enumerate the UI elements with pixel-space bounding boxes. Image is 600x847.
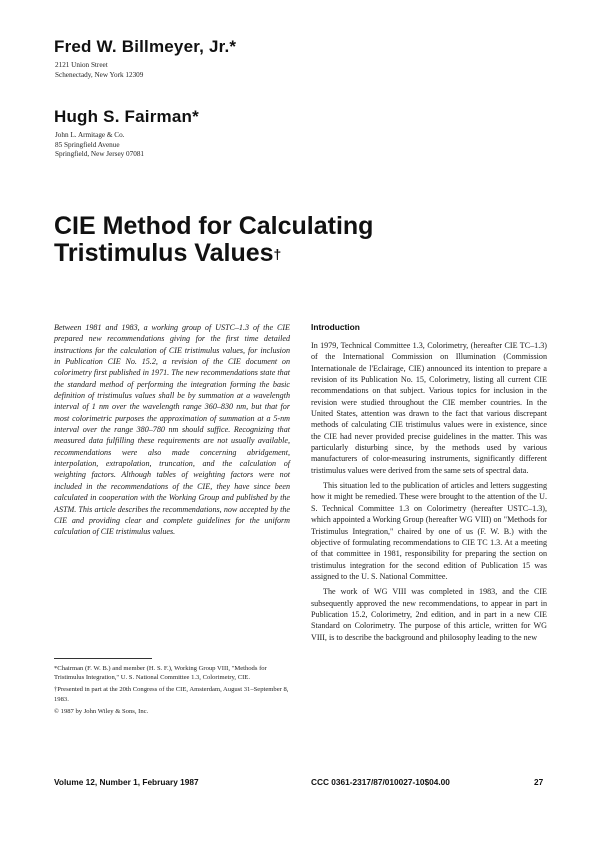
title-dagger: †	[273, 246, 282, 262]
author-2-address-line: Springfield, New Jersey 07081	[55, 150, 145, 158]
paragraph: This situation led to the publication of articles and letters suggesting how it might be remedied. These were brought to the attention of the U. S. Technical Committee 1.3 on Colorimetry (hereafter USTC–1.3), which appointed a Working Group (hereafter WG VIII) on "Methods for Tristimulus Integration," chaired by one of us (F. W. B.) with the objective of formulating recommendations to CIE TC 1.3. At a meeting of that committee in 1981, responsibility for preparing the section on tristimulus integration for the second edition of Publication 15 was assigned to the U. S. National Committee.	[311, 481, 547, 581]
author-1-name: Fred W. Billmeyer, Jr.*	[54, 37, 237, 56]
footnote-rule	[54, 658, 152, 659]
footnote: †Presented in part at the 20th Congress of the CIE, Amsterdam, August 31–September 8, 1983.	[54, 686, 289, 703]
abstract-text: Between 1981 and 1983, a working group of USTC–1.3 of the CIE prepared new recommendations giving for the first time detailed instructions for the calculation of CIE tristimulus values, for inclusion in Publication CIE No. 15.2, a revision of the CIE document on colorimetry first published in 1971. The new recommendations state that the standard method of performing the integration forming the basic definition of tristimulus values shall be by summation at a wavelength interval of 1 nm over the wavelength range 360–830 nm, but that for most colorimetric purposes the approximation of summation at a 5-nm interval over the range 380–780 nm should suffice. Recognizing that measured data fulfilling these requirements are not usually available, recommendations were also made concerning abridgement, interpolation, extrapolation, truncation, and the calculation of weighting factors. Although tables of weighting factors were not included in the recommendations of the CIE, they have since been calculated in cooperation with the Working Group and published by the ASTM. This article describes the recommendations, now accepted by the CIE and providing clear and complete guidelines for the uniform calculation of CIE tristimulus values.	[54, 323, 290, 537]
paragraph: In 1979, Technical Committee 1.3, Colorimetry, (hereafter CIE TC–1.3) of the International Commission on Illumination (Commission Internationale de l'Eclairage, CIE) announced its intention to prepare a revision of its Publication No. 15, Colorimetry, listing all current CIE recommendations on that subject. Various topics for inclusion in the revision were studied throughout the CIE member countries. In the United States, attention was drawn to the fact that various discrepant methods of calculating CIE tristimulus values were in existence, since the CIE had never provided precise guidelines in the matter. This was particularly disturbing since, by the methods used by various manufacturers of color-measuring instruments, significantly different tristimulus values were derived from the same sets of spectral data.	[311, 341, 547, 475]
title-line-2-text: Tristimulus Values	[54, 239, 274, 267]
footnotes	[54, 664, 290, 716]
footer-journal-info: Volume 12, Number 1, February 1987	[54, 777, 199, 787]
page-number: 27	[534, 777, 544, 787]
footnote: *Chairman (F. W. B.) and member (H. S. F.), Working Group VIII, "Methods for Tristimulus Integration," U. S. National Committee 1.3, Colorimetry, CIE.	[54, 665, 267, 682]
section-heading-introduction: Introduction	[311, 322, 360, 332]
author-2-address	[55, 131, 144, 160]
author-2-name: Hugh S. Fairman*	[54, 107, 199, 126]
author-2-address-line: John L. Armitage & Co.	[55, 131, 125, 139]
footnote: © 1987 by John Wiley & Sons, Inc.	[54, 707, 149, 715]
author-2-address-line: 85 Springfield Avenue	[55, 140, 120, 149]
article-title	[54, 213, 373, 268]
title-line-2	[54, 240, 373, 268]
abstract	[54, 322, 290, 538]
author-1-address-line: 2121 Union Street	[55, 61, 108, 69]
paragraph: The work of WG VIII was completed in 1983, and the CIE subsequently approved the new recommendations, to appear in part in Publication 15.2, Colorimetry, 2nd edition, and in part in a new CIE Standard on Colorimetry. The purpose of this article, written for WG VIII, is to describe the background and philosophy leading to the new	[311, 587, 547, 642]
introduction-body	[311, 340, 547, 643]
author-1-address-line: Schenectady, New York 12309	[55, 70, 144, 79]
title-line-1: CIE Method for Calculating	[54, 212, 374, 240]
footer-ccc-code: CCC 0361-2317/87/010027-10$04.00	[311, 777, 450, 787]
author-1-address	[55, 61, 143, 80]
